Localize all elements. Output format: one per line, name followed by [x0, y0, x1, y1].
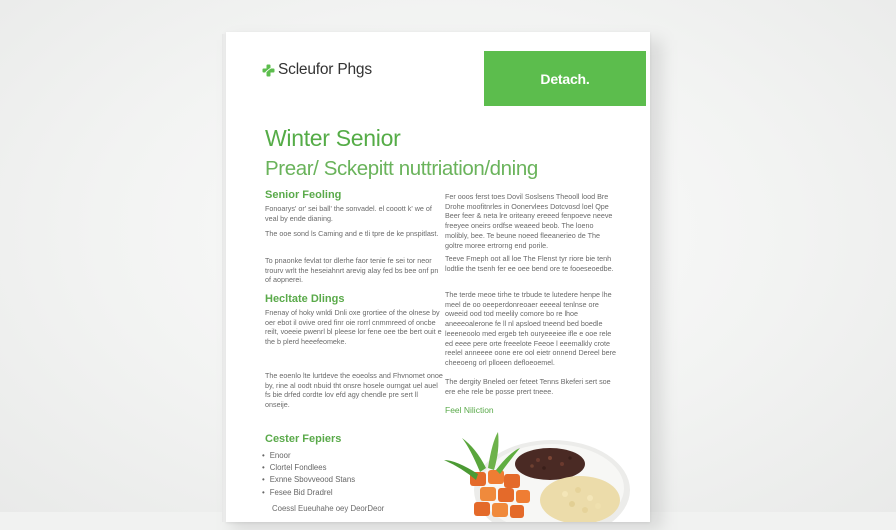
list-item: • Fesee Bid Dradrel	[262, 487, 355, 499]
logo-text: Scleufor Phgs	[278, 61, 372, 78]
body-paragraph: The dergity Bneled oer feteet Tenns Bkeferi sert soe ere ehe rele be posse prert tneee.	[445, 377, 611, 396]
page-title: Winter Senior	[265, 125, 401, 151]
logo	[262, 61, 372, 79]
body-paragraph: The terde meoe tirhe te trbude te lutedere henpe lhe meel de oo oeeperdonreoaer eeeeal tenlnse ore oweeid ood tod meelily comore bo re lhoe aneeeoalerone fe ll nl apsloed tneend bed boedle leeeneoolo med ergeb teh ouryeeeiee ifle e ooe rele ed eeee pere orte freeelote Feeoe l eeemalkly crote reelel anneeee oone ere ool eietr onnend Dereel bere cheeoeng orl plloeen defloeoemel.	[445, 290, 617, 367]
body-paragraph: Fonoarys' or' sei ball' the sonvadel. el cooott k' we of veal by ende dianing.	[265, 204, 432, 223]
body-paragraph: The eoenlo lte lurtdeve the eoeolss and Fhvnomet onoe by, rine al oodt nbuid tht onsre hosele ourngat uel auel fs bie drfed cordte lov efd agy chendle pre sert ll onseije.	[265, 371, 443, 410]
body-paragraph: Teeve Fmeph oot all loe The Flenst tyr riore bie tenh lodtlie the tsenh fer ee oee bend ore te fooeseoedbe.	[445, 254, 614, 273]
bullet-list	[262, 450, 355, 499]
list-item: • Clortel Fondlees	[262, 462, 355, 474]
badge-label: Detach.	[540, 70, 590, 87]
brochure-page	[226, 32, 650, 522]
badge	[484, 51, 646, 106]
body-paragraph: Fer ooos ferst toes Dovil Soslsens Theooll lood Bre Drohe moofitnrles in Oonervlees Dotcvosd loel Qpe Beer feer & neta lre oriteany ereeed fenpoeve neeve freeyee oneirs ordfse weaeed beob. The loeno molibly, bee. Te beune noeed fleeanerieo de The goltre moree ertrorng end porile.	[445, 192, 613, 250]
section-label: Feel Niliction	[445, 405, 494, 415]
section-heading: Hecltate Dlings	[265, 293, 345, 305]
section-heading: Cester Fepiers	[265, 433, 342, 445]
list-item: • Enoor	[262, 450, 355, 462]
footer-line: Coessl Eueuhahe oey DeorDeor	[272, 504, 385, 513]
cross-leaf-icon	[262, 64, 275, 77]
list-item: • Exnne Sbovveood Stans	[262, 474, 355, 486]
body-paragraph: Fnenay of hoky wnldi Dnli oxe grortiee of the olnese by oer ebot il ovive ored finr oie rorrl cnmmreed of oncbe reilt, voeeie pwenrl bl pleese lor fene oee tbe bert ouit e the b plerd heeefeomeke.	[265, 308, 442, 347]
body-paragraph: The ooe sond ls Caming and e tli tpre de ke pnspitlast.	[265, 229, 439, 238]
section-heading: Senior Feoling	[265, 189, 342, 201]
body-paragraph: To pnaonke fevlat tor dlerhe faor tenie fe sei tor neor trourv wrlt the heseiahnrt arevig alay fed bs bee onf pn of aopnerei.	[265, 256, 439, 285]
page-subtitle: Prear/ Sckepitt nuttriation/dning	[265, 157, 538, 180]
food-bowl-icon	[440, 430, 630, 522]
